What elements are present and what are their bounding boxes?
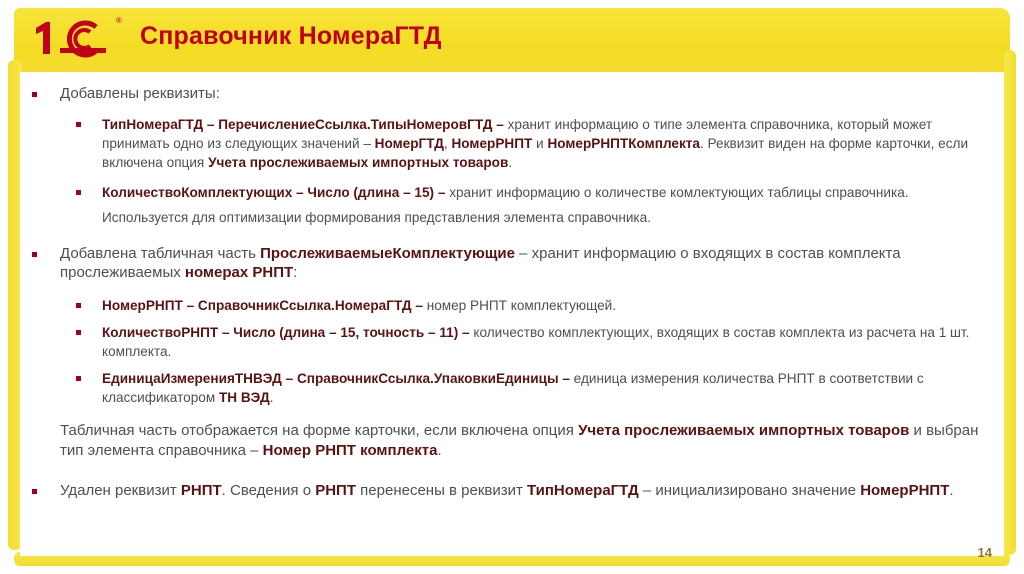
text-run: перенесены в реквизит <box>356 482 528 499</box>
option-name: Учета прослеживаемых импортных товаров <box>208 155 509 170</box>
right-brush-stroke <box>1004 50 1016 555</box>
text-run: Табличная часть отображается на форме карточки, если включена опция <box>60 422 579 439</box>
classifier-name: ТН ВЭД <box>218 390 270 405</box>
list-item-text: Добавлены реквизиты: <box>60 85 220 102</box>
bullet-icon <box>32 92 37 97</box>
list-item-text <box>60 482 954 499</box>
text-run: . Реквизит виден на форме карточки, если включена опция <box>102 136 969 170</box>
text-run: и <box>532 136 548 151</box>
text-run: – инициализировано значение <box>638 482 861 499</box>
list-item-text <box>102 185 909 225</box>
text-run: : <box>293 264 298 281</box>
text-run: . <box>949 482 954 499</box>
list-item-text <box>102 325 969 359</box>
bullet-icon <box>32 252 37 257</box>
text-run: и выбран тип элемента справочника – <box>60 422 979 459</box>
attr-name: РНПТ <box>180 482 222 499</box>
text-run: Добавлена табличная часть <box>60 245 261 262</box>
text-run: – хранит информацию о входящих в состав комплекта прослеживаемых <box>60 245 901 281</box>
option-name: Учета прослеживаемых импортных товаров <box>578 422 910 439</box>
text-run: хранит информацию о типе элемента справочника, который может принимать одно из следующих значений – <box>102 117 933 151</box>
list-item <box>30 84 980 103</box>
text-run: . <box>269 390 274 405</box>
bullet-icon <box>76 122 81 127</box>
attr-definition: КоличествоКомплектующих – Число (длина – 15) – <box>102 185 446 200</box>
list-item <box>30 180 980 230</box>
text-run: Удален реквизит <box>60 482 181 499</box>
text-run: , <box>443 136 452 151</box>
registered-mark: ® <box>116 16 122 25</box>
page-number: 14 <box>977 545 992 560</box>
value-name: НомерГТД <box>374 136 444 151</box>
list-item <box>30 369 980 407</box>
attr-name: РНПТ <box>315 482 356 499</box>
bullet-icon <box>76 376 81 381</box>
attr-definition: КоличествоРНПТ – Число (длина – 15, точность – 11) – <box>102 325 470 340</box>
attr-definition: ЕдиницаИзмеренияТНВЭД – СправочникСсылка.УпаковкиЕдиницы – <box>102 371 570 386</box>
text-run: . <box>437 442 442 459</box>
list-item-text <box>102 117 968 170</box>
list-item <box>30 296 980 315</box>
value-name: НомерРНПТ <box>451 136 533 151</box>
list-item-text <box>102 371 924 405</box>
bullet-icon <box>76 303 81 308</box>
list-item <box>30 323 980 361</box>
text-run: хранит информацию о количестве комлектующих таблицы справочника. Используется для оптимизации формирования представления элемента справочника. <box>102 185 909 225</box>
page-title: Справочник НомераГТД <box>140 22 442 50</box>
attr-definition: НомерРНПТ – СправочникСсылка.НомераГТД – <box>102 298 423 313</box>
attr-name: ТипНомераГТД <box>527 482 639 499</box>
list-item <box>30 115 980 172</box>
bullet-icon <box>76 190 81 195</box>
text-run: . <box>508 155 513 170</box>
text-run: номер РНПТ комплектующей. <box>422 298 617 313</box>
1c-logo-icon <box>30 18 130 60</box>
text-run: количество комплектующих, входящих в состав комплекта из расчета на 1 шт. комплекта. <box>102 325 970 359</box>
bullet-icon <box>32 489 37 494</box>
text-emphasis: номерах РНПТ <box>184 264 294 281</box>
bullet-icon <box>76 330 81 335</box>
list-item <box>30 481 980 500</box>
table-part-name: ПрослеживаемыеКомплектующие <box>260 245 515 262</box>
list-item-text <box>102 298 616 313</box>
1c-logo <box>30 18 130 60</box>
list-item-text <box>60 245 901 281</box>
slide-content <box>30 84 980 500</box>
text-run: . Сведения о <box>221 482 316 499</box>
list-item <box>30 244 980 282</box>
attr-definition: ТипНомераГТД – ПеречислениеСсылка.ТипыНомеровГТД – <box>102 117 504 132</box>
value-name: НомерРНПТ <box>860 482 950 499</box>
value-name: НомерРНПТКомплекта <box>547 136 700 151</box>
table-part-note <box>30 421 980 461</box>
text-run: единица измерения количества РНПТ в соответствии с классификатором <box>102 371 924 405</box>
value-name: Номер РНПТ комплекта <box>262 442 438 459</box>
